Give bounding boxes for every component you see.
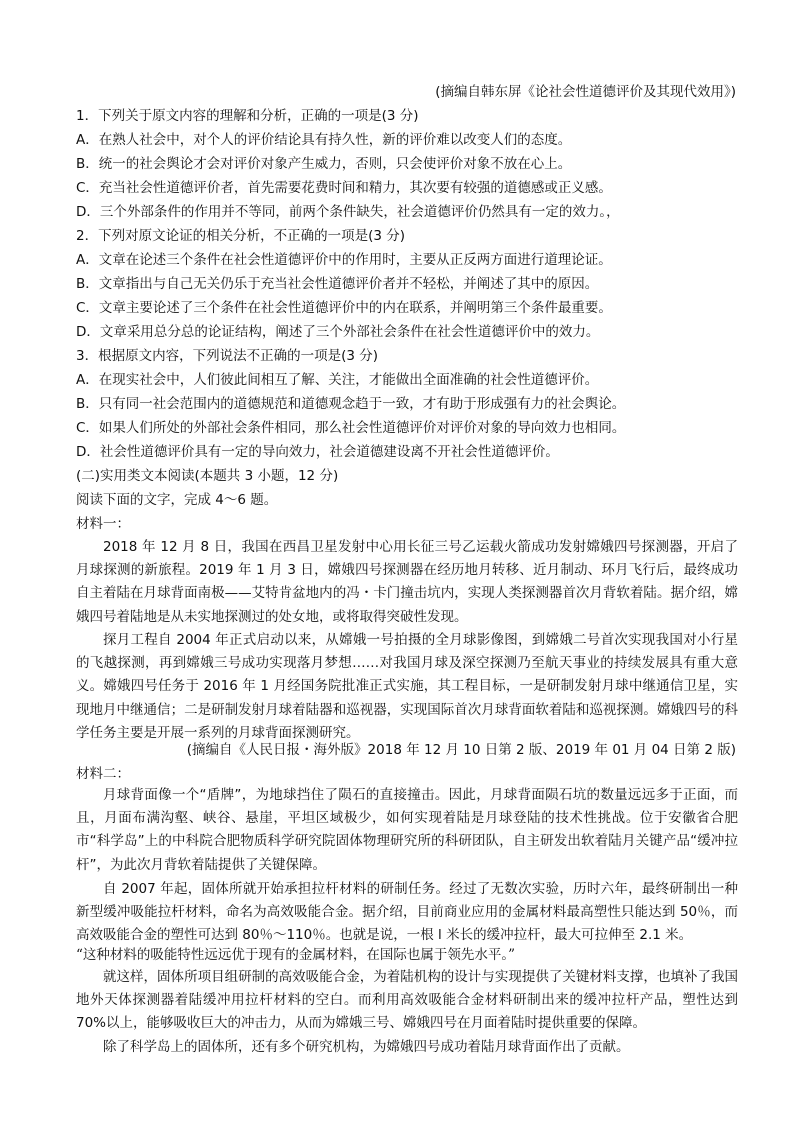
question-2-stem: 2．下列对原文论证的相关分析，不正确的一项是(3 分) — [76, 228, 406, 244]
question-3-stem: 3．根据原文内容，下列说法不正确的一项是(3 分) — [76, 348, 379, 364]
source-citation-1: (摘编自韩东屏《论社会性道德评价及其现代效用》) — [435, 84, 736, 100]
material-2-label: 材料二： — [76, 766, 130, 782]
source-citation-2: (摘编自《人民日报・海外版》2018 年 12 月 10 日第 2 版、2019 年 01 月 04 日第 2 版) — [186, 742, 736, 758]
q3-option-c: C．如果人们所处的外部社会条件相同，那么社会性道德评价对评价对象的导向效力也相同。 — [76, 420, 626, 436]
material-2-paragraph-2: 自 2007 年起，固体所就开始承担拉杆材料的研制任务。经过了无数次实验，历时六年，最终研制出一种新型缓冲吸能拉杆材料，命名为高效吸能合金。据介绍，目前商业应用的金属材料最高塑性只能达到 50％，而高效吸能合金的塑性可达到 80％～110％。也就是说，一根 l 米长的缓冲拉杆，最大可拉伸至 2.1 米。 — [76, 881, 738, 944]
q1-option-b: B．统一的社会舆论才会对评价对象产生威力，否则，只会使评价对象不放在心上。 — [76, 156, 572, 172]
material-2-quote: “这种材料的吸能特性远远优于现有的金属材料，在国际也属于领先水平。” — [76, 947, 516, 963]
q2-option-a: A．文章在论述三个条件在社会性道德评价中的作用时，主要从正反两方面进行道理论证。 — [76, 252, 612, 268]
q3-option-b: B．只有同一社会范围内的道德规范和道德观念趋于一致，才有助于形成强有力的社会舆论。 — [76, 396, 626, 412]
material-2-paragraph-3: 就这样，固体所项目组研制的高效吸能合金，为着陆机构的设计与实现提供了关键材料支撑，也填补了我国地外天体探测器着陆缓冲用拉杆材料的空白。而利用高效吸能合金材料研制出来的缓冲拉杆产品，塑性达到 70%以上，能够吸收巨大的冲击力，从而为嫦娥三号、嫦娥四号在月面着陆时提供重要的保障。 — [76, 969, 738, 1032]
q2-option-b: B．文章指出与自己无关仍乐于充当社会性道德评价者并不轻松，并阐述了其中的原因。 — [76, 276, 599, 292]
reading-instruction: 阅读下面的文字，完成 4～6 题。 — [76, 492, 278, 508]
q2-option-d: D．文章采用总分总的论证结构，阐述了三个外部社会条件在社会性道德评价中的效力。 — [76, 324, 600, 340]
q2-option-c: C．文章主要论述了三个条件在社会性道德评价中的内在联系，并阐明第三个条件最重要。 — [76, 300, 612, 316]
q3-option-a: A．在现实社会中，人们彼此间相互了解、关注，才能做出全面准确的社会性道德评价。 — [76, 372, 599, 388]
material-2-paragraph-1: 月球背面像一个“盾牌”，为地球挡住了陨石的直接撞击。因此，月球背面陨石坑的数量远远多于正面，而且，月面布满沟壑、峡谷、悬崖，平坦区域极少，如何实现着陆是月球登陆的技术性挑战。位于安徽省合肥市“科学岛”上的中科院合肥物质科学研究院固体物理研究所的科研团队，自主研发出软着陆月关键产品“缓冲拉杆”，为此次月背软着陆提供了关键保障。 — [76, 787, 738, 873]
q1-option-a: A．在熟人社会中，对个人的评价结论具有持久性，新的评价难以改变人们的态度。 — [76, 132, 572, 148]
section-heading: (二)实用类文本阅读(本题共 3 小题，12 分) — [76, 468, 339, 484]
question-1-stem: 1．下列关于原文内容的理解和分析，正确的一项是(3 分) — [76, 108, 419, 124]
material-2-paragraph-4: 除了科学岛上的固体所，还有多个研究机构，为嫦娥四号成功着陆月球背面作出了贡献。 — [103, 1039, 630, 1055]
q3-option-d: D．社会性道德评价具有一定的导向效力，社会道德建设离不开社会性道德评价。 — [76, 444, 559, 460]
material-1-paragraph-2: 探月工程自 2004 年正式启动以来，从嫦娥一号拍摄的全月球影像图，到嫦娥二号首次实现我国对小行星的飞越探测，再到嫦娥三号成功实现落月梦想……对我国月球及深空探测乃至航天事业的持续发展具有重大意义。嫦娥四号任务于 2016 年 1 月经国务院批准正式实施，其工程目标，一是研制发射月球中继通信卫星，实现地月中继通信；二是研制发射月球着陆器和巡视器，实现国际首次月球背面软着陆和巡视探测。嫦娥四号的科学任务主要是开展一系列的月球背面探测研究。 — [76, 632, 738, 741]
material-1-paragraph-1: 2018 年 12 月 8 日，我国在西昌卫星发射中心用长征三号乙运载火箭成功发射嫦娥四号探测器，开启了月球探测的新旅程。2019 年 1 月 3 日，嫦娥四号探测器在经历地月转移、近月制动、环月飞行后，最终成功自主着陆在月球背面南极——艾特肯盆地内的冯・卡门撞击坑内，实现人类探测器首次月背软着陆。据介绍，嫦娥四号着陆地是从未实地探测过的处女地，或将取得突破性发现。 — [76, 539, 738, 625]
material-1-label: 材料一： — [76, 516, 130, 532]
q1-option-d: D．三个外部条件的作用并不等同，前两个条件缺失，社会道德评价仍然具有一定的效力。， — [76, 204, 620, 220]
q1-option-c: C．充当社会性道德评价者，首先需要花费时间和精力，其次要有较强的道德感或正义感。 — [76, 180, 612, 196]
